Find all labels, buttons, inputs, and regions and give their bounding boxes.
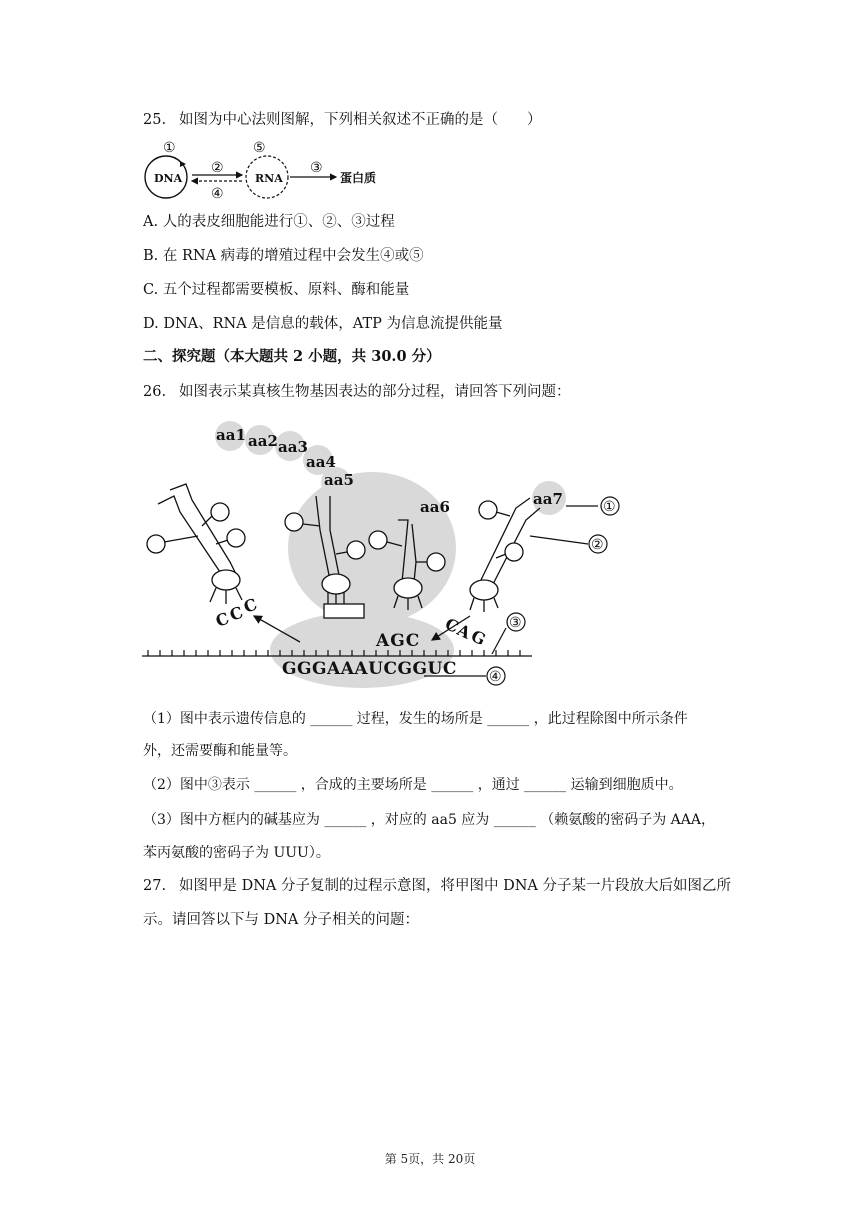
q26-stem-line — [143, 382, 571, 402]
ribosome-large-subunit — [288, 472, 456, 624]
q27-line2: 示。请回答以下与 DNA 分子相关的问题： — [143, 912, 420, 928]
q25-stem-line — [143, 110, 542, 130]
mrna-sequence: GGGAAAUCGGUC — [282, 659, 457, 679]
q27-number: 27. — [143, 878, 167, 894]
q26-sub3-line2: 苯丙氨酸的密码子为 UUU）。 — [143, 845, 330, 861]
aa5-label: aa5 — [324, 471, 354, 489]
svg-text:④: ④ — [489, 669, 502, 685]
q27-text-line1: 如图甲是 DNA 分子复制的过程示意图，将甲图中 DNA 分子某一片段放大后如图乙所 — [179, 878, 732, 894]
anticodon-mid: AGC — [376, 631, 421, 651]
replication-arrowhead — [180, 161, 186, 167]
aa1-label: aa1 — [216, 426, 246, 444]
q26-stem: 如图表示某真核生物基因表达的部分过程，请回答下列问题： — [179, 384, 571, 400]
q25-number: 25. — [143, 112, 167, 128]
anticodon-left-c3: C — [241, 594, 260, 617]
q25-stem: 如图为中心法则图解，下列相关叙述不正确的是（ ） — [179, 112, 542, 128]
q25-option-b: B. 在 RNA 病毒的增殖过程中会发生④或⑤ — [143, 248, 424, 264]
svg-text:②: ② — [591, 537, 604, 553]
anticodon-right-c: C — [442, 614, 462, 637]
arrow4-label: ④ — [211, 186, 224, 202]
page-footer: 第 5页，共 20页 — [384, 1152, 476, 1166]
label-2 — [530, 535, 607, 553]
anticodon-left-c2: C — [227, 602, 246, 625]
q25-option-d: D. DNA、RNA 是信息的载体，ATP 为信息流提供能量 — [143, 316, 503, 332]
label-3 — [492, 613, 525, 654]
trna-right — [470, 498, 540, 612]
svg-text:③: ③ — [509, 615, 522, 631]
trna-left — [147, 484, 245, 604]
q26-sub2: （2）图中③表示 ______ ，合成的主要场所是 ______ ，通过 ______ 运输到细胞质中。 — [143, 777, 683, 793]
q26-sub1-line2: 外，还需要酶和能量等。 — [143, 743, 297, 759]
q26-sub1-line1: （1）图中表示遗传信息的 ______ 过程，发生的场所是 ______ ，此过程除图中所示条件 — [143, 711, 688, 727]
q25-option-a: A. 人的表皮细胞能进行①、②、③过程 — [143, 214, 395, 230]
dna-label: DNA — [154, 172, 183, 185]
aa7-label: aa7 — [533, 490, 563, 508]
anticodon-right-a: A — [454, 620, 474, 643]
aa2-label: aa2 — [248, 432, 278, 450]
q25-option-c: C. 五个过程都需要模板、原料、酶和能量 — [143, 282, 410, 298]
aa6-label: aa6 — [420, 498, 450, 516]
circle5-label: ⑤ — [253, 140, 266, 156]
circle1-label: ① — [163, 140, 176, 156]
aa4-label: aa4 — [306, 453, 336, 471]
q26-sub3-line1: （3）图中方框内的碱基应为 ______ ，对应的 aa5 应为 ______ （赖氨酸的密码子为 AAA， — [143, 812, 715, 828]
central-dogma-diagram — [140, 138, 390, 206]
arrow3-label: ③ — [310, 160, 323, 176]
q27-line1 — [143, 876, 731, 896]
svg-text:①: ① — [603, 499, 616, 515]
protein-label: 蛋白质 — [340, 171, 377, 185]
translation-figure — [140, 412, 630, 697]
arrow2-label: ② — [211, 160, 224, 176]
aa3-label: aa3 — [278, 438, 308, 456]
anticodon-right-g: G — [468, 626, 489, 650]
q26-number: 26. — [143, 384, 167, 400]
label-1 — [566, 497, 619, 515]
section-heading: 二、探究题（本大题共 2 小题，共 30.0 分） — [143, 348, 441, 365]
anticodon-left-c1: C — [213, 608, 232, 631]
rna-label: RNA — [255, 172, 283, 185]
